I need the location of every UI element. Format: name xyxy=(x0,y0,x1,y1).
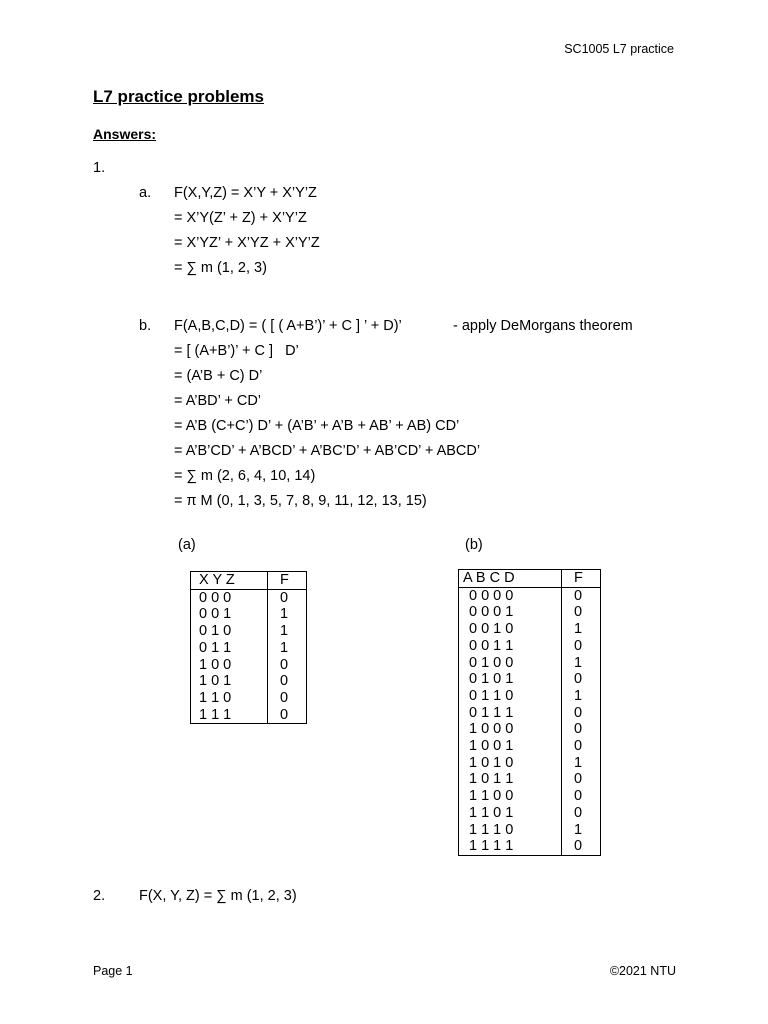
table-row xyxy=(459,838,601,855)
table-row xyxy=(191,589,307,606)
part-b-line: = [ (A+B’)’ + C ] D’ xyxy=(174,343,299,359)
part-a-line: = ∑ m (1, 2, 3) xyxy=(174,260,267,276)
question-1-number: 1. xyxy=(93,160,106,176)
table-row xyxy=(459,621,601,638)
row-output: 0 xyxy=(574,604,583,621)
row-inputs: 0 1 1 xyxy=(191,640,268,657)
row-output: 0 xyxy=(574,838,583,855)
row-inputs: 0 0 0 xyxy=(191,589,268,606)
table-row xyxy=(459,587,601,604)
part-a-line: = X’YZ’ + X’YZ + X’Y’Z xyxy=(174,235,320,251)
row-output: 0 xyxy=(574,671,583,688)
part-a-label: a. xyxy=(139,185,152,201)
table-row xyxy=(191,707,307,724)
part-b-line: = π M (0, 1, 3, 5, 7, 8, 9, 11, 12, 13, 15) xyxy=(174,493,427,509)
row-output: 0 xyxy=(574,738,583,755)
table-row xyxy=(191,657,307,674)
row-inputs: 0 1 0 xyxy=(191,623,268,640)
table-row xyxy=(459,822,601,839)
table-row xyxy=(459,604,601,621)
table-row xyxy=(459,771,601,788)
row-inputs: 0 0 0 1 xyxy=(459,604,562,621)
header-output: F xyxy=(268,572,307,590)
row-output: 0 xyxy=(280,656,289,673)
page-header: SC1005 L7 practice xyxy=(564,42,674,56)
row-output: 0 xyxy=(574,771,583,788)
row-output: 1 xyxy=(574,821,583,838)
row-inputs: 0 1 0 1 xyxy=(459,671,562,688)
page-number: Page 1 xyxy=(93,964,133,978)
row-output: 0 xyxy=(574,704,583,721)
table-row xyxy=(459,788,601,805)
part-b-line: = A’B (C+C’) D’ + (A’B’ + A’B + AB’ + AB) CD’ xyxy=(174,418,460,434)
table-row xyxy=(459,738,601,755)
row-inputs: 1 1 0 xyxy=(191,690,268,707)
copyright: ©2021 NTU xyxy=(609,964,676,978)
row-output: 0 xyxy=(280,589,289,606)
row-output: 1 xyxy=(574,754,583,771)
row-inputs: 0 1 1 1 xyxy=(459,705,562,722)
row-output: 1 xyxy=(280,606,289,623)
row-inputs: 1 1 0 0 xyxy=(459,788,562,805)
part-b-note: - apply DeMorgans theorem xyxy=(453,318,633,334)
row-inputs: 0 0 0 0 xyxy=(459,587,562,604)
table-row xyxy=(459,655,601,672)
table-header-row xyxy=(191,572,307,590)
answers-heading: Answers: xyxy=(93,126,157,142)
part-a-line: F(X,Y,Z) = X’Y + X’Y’Z xyxy=(174,185,317,201)
row-inputs: 1 1 1 1 xyxy=(459,838,562,855)
part-b-line: = A’B’CD’ + A’BCD’ + A’BC’D’ + AB’CD’ + ABCD’ xyxy=(174,443,481,459)
header-inputs: A B C D xyxy=(459,570,562,588)
row-output: 0 xyxy=(574,804,583,821)
table-header-row xyxy=(459,570,601,588)
row-output: 0 xyxy=(280,689,289,706)
header-inputs: X Y Z xyxy=(191,572,268,590)
part-b-line: = (A’B + C) D’ xyxy=(174,368,263,384)
table-row xyxy=(459,755,601,772)
table-row xyxy=(191,690,307,707)
question-2-text: F(X, Y, Z) = ∑ m (1, 2, 3) xyxy=(139,888,297,904)
row-output: 1 xyxy=(574,654,583,671)
table-row xyxy=(191,623,307,640)
part-b-label: b. xyxy=(139,318,152,334)
table-row xyxy=(191,640,307,657)
row-output: 1 xyxy=(574,621,583,638)
row-output: 0 xyxy=(574,587,583,604)
row-inputs: 1 0 1 xyxy=(191,673,268,690)
part-b-line: F(A,B,C,D) = ( [ ( A+B’)’ + C ] ’ + D)’ xyxy=(174,318,402,334)
truth-table-b xyxy=(458,569,601,856)
table-row xyxy=(459,721,601,738)
row-output: 0 xyxy=(574,637,583,654)
table-a-caption: (a) xyxy=(178,537,196,553)
row-inputs: 0 0 1 1 xyxy=(459,638,562,655)
truth-table-a xyxy=(190,571,307,724)
table-row xyxy=(459,671,601,688)
header-output: F xyxy=(562,570,601,588)
row-inputs: 1 1 1 0 xyxy=(459,822,562,839)
table-row xyxy=(459,688,601,705)
row-inputs: 1 1 1 xyxy=(191,707,268,724)
row-output: 0 xyxy=(280,673,289,690)
table-row xyxy=(459,705,601,722)
row-output: 1 xyxy=(280,639,289,656)
row-inputs: 1 0 0 1 xyxy=(459,738,562,755)
table-row xyxy=(191,606,307,623)
row-inputs: 1 0 0 xyxy=(191,657,268,674)
row-output: 1 xyxy=(574,687,583,704)
row-output: 0 xyxy=(574,788,583,805)
row-inputs: 0 0 1 0 xyxy=(459,621,562,638)
row-inputs: 1 0 1 1 xyxy=(459,771,562,788)
row-inputs: 1 0 1 0 xyxy=(459,755,562,772)
part-b-line: = A’BD’ + CD’ xyxy=(174,393,262,409)
table-row xyxy=(459,638,601,655)
table-row xyxy=(459,805,601,822)
row-inputs: 1 1 0 1 xyxy=(459,805,562,822)
row-inputs: 0 1 1 0 xyxy=(459,688,562,705)
question-2-number: 2. xyxy=(93,888,106,904)
row-inputs: 1 0 0 0 xyxy=(459,721,562,738)
part-b-line: = ∑ m (2, 6, 4, 10, 14) xyxy=(174,468,316,484)
part-a-line: = X’Y(Z’ + Z) + X’Y’Z xyxy=(174,210,307,226)
table-b-caption: (b) xyxy=(465,537,483,553)
row-output: 1 xyxy=(280,623,289,640)
row-inputs: 0 0 1 xyxy=(191,606,268,623)
row-output: 0 xyxy=(280,706,289,723)
page-title: L7 practice problems xyxy=(93,87,265,106)
row-output: 0 xyxy=(574,721,583,738)
table-row xyxy=(191,673,307,690)
row-inputs: 0 1 0 0 xyxy=(459,655,562,672)
